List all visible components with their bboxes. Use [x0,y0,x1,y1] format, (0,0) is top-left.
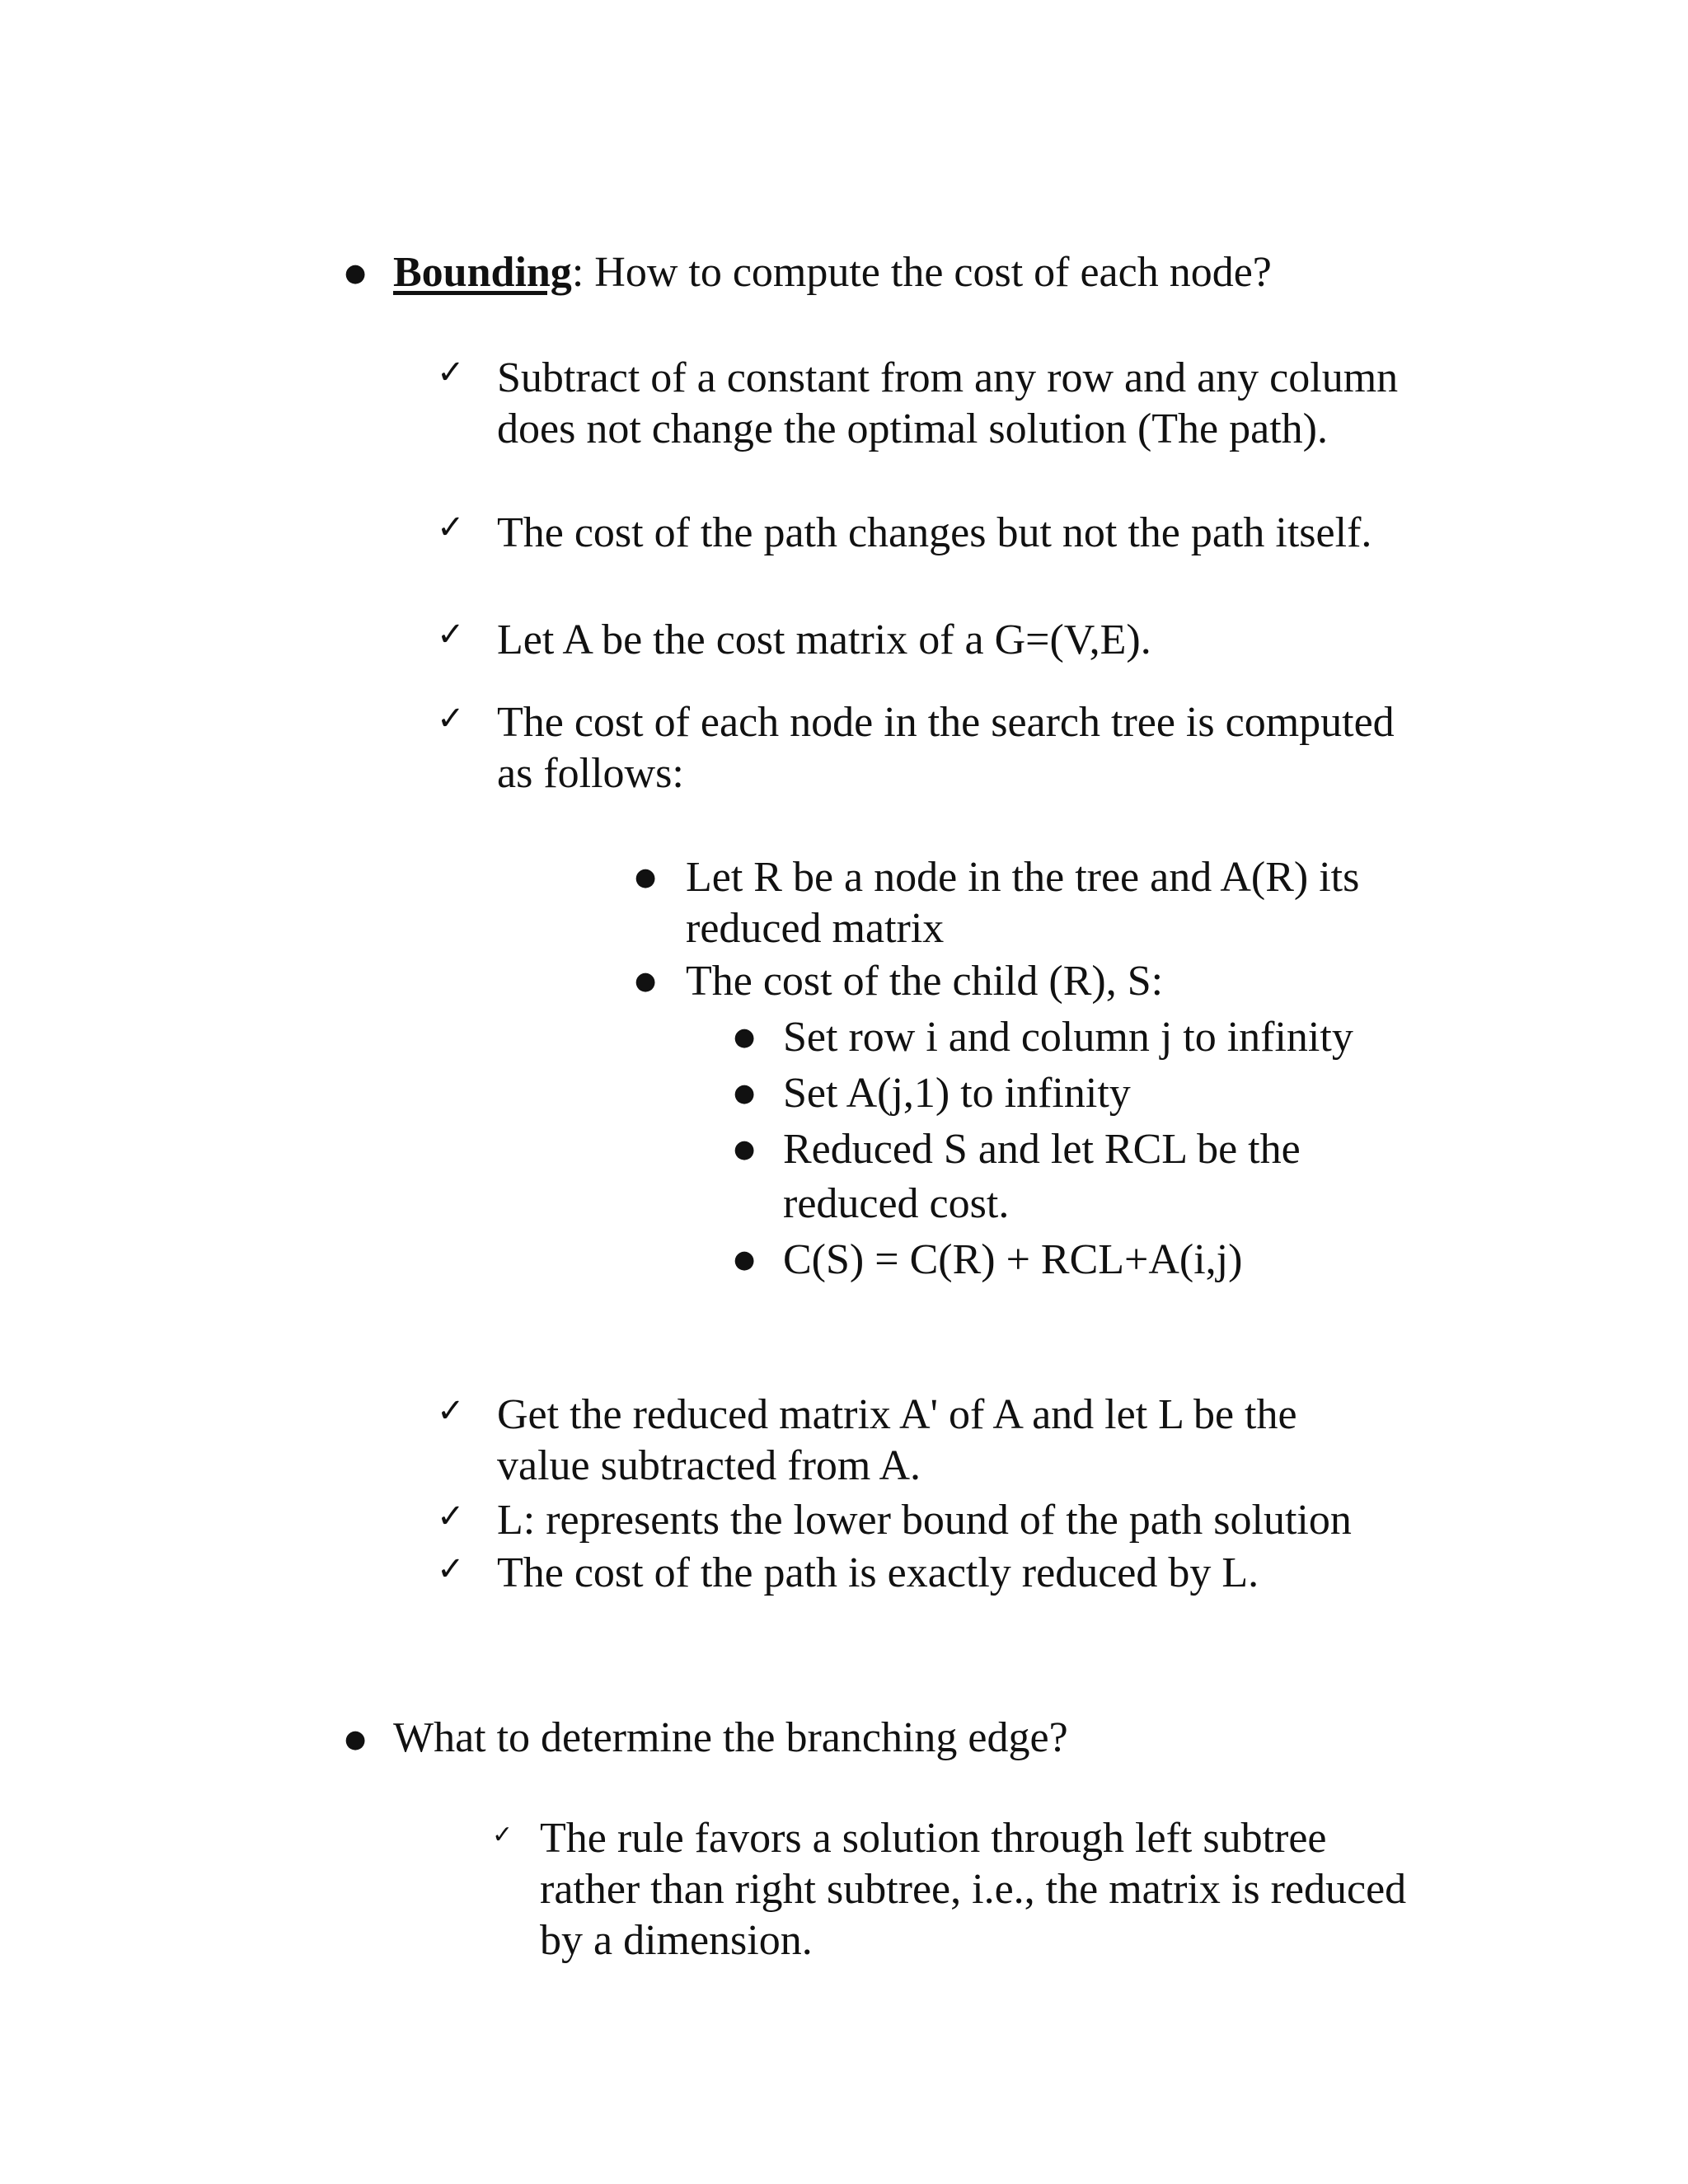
check-item-line: by a dimension. [540,1917,813,1964]
sub-bullet-line: reduced matrix [686,905,945,952]
checkmark-icon: ✓ [437,616,465,654]
check-item-line: The cost of the path is exactly reduced by L. [497,1549,1259,1596]
sub-sub-bullet-line: C(S) = C(R) + RCL+A(i,j) [783,1236,1243,1283]
checkmark-icon: ✓ [437,509,465,546]
sub-bullet-line: Let R be a node in the tree and A(R) its [686,854,1360,901]
bullet-icon: ● [734,1245,756,1274]
check-item-line: Get the reduced matrix A' of A and let L be the [497,1391,1297,1438]
sub-sub-bullet-line: reduced cost. [783,1180,1010,1227]
checkmark-icon: ✓ [437,1497,465,1535]
checkmark-icon: ✓ [437,1392,465,1430]
heading-bold-term: Bounding [393,249,572,296]
bullet-icon: ● [635,967,657,996]
checkmark-icon: ✓ [437,700,465,738]
check-item-line: The cost of the path changes but not the path itself. [497,509,1372,556]
check-item-line: Subtract of a constant from any row and any column [497,354,1399,401]
bullet-icon: ● [734,1135,756,1164]
sub-sub-bullet-line: Reduced S and let RCL be the [783,1126,1301,1173]
checkmark-icon: ✓ [492,1821,513,1849]
check-item-line: does not change the optimal solution (The path). [497,405,1328,452]
checkmark-icon: ✓ [437,354,465,391]
section-heading-branching: What to determine the branching edge? [393,1714,1068,1761]
checkmark-icon: ✓ [437,1550,465,1588]
check-item-line: Let A be the cost matrix of a G=(V,E). [497,616,1151,663]
bullet-icon: ● [734,1023,756,1052]
bullet-icon: ● [345,1725,367,1754]
heading-text: : How to compute the cost of each node? [571,249,1272,296]
check-item-line: The rule favors a solution through left subtree [540,1815,1327,1862]
sub-sub-bullet-line: Set row i and column j to infinity [783,1014,1353,1061]
bullet-icon: ● [734,1079,756,1108]
check-item-line: L: represents the lower bound of the path solution [497,1497,1352,1544]
sub-bullet-line: The cost of the child (R), S: [686,958,1164,1005]
bullet-icon: ● [635,863,657,892]
check-item-line: The cost of each node in the search tree is computed [497,699,1395,746]
check-item-line: rather than right subtree, i.e., the matrix is reduced [540,1866,1407,1913]
check-item-line: as follows: [497,750,684,797]
check-item-line: value subtracted from A. [497,1442,921,1489]
section-heading-bounding [393,247,1272,298]
sub-sub-bullet-line: Set A(j,1) to infinity [783,1070,1131,1117]
bullet-icon: ● [345,259,367,288]
